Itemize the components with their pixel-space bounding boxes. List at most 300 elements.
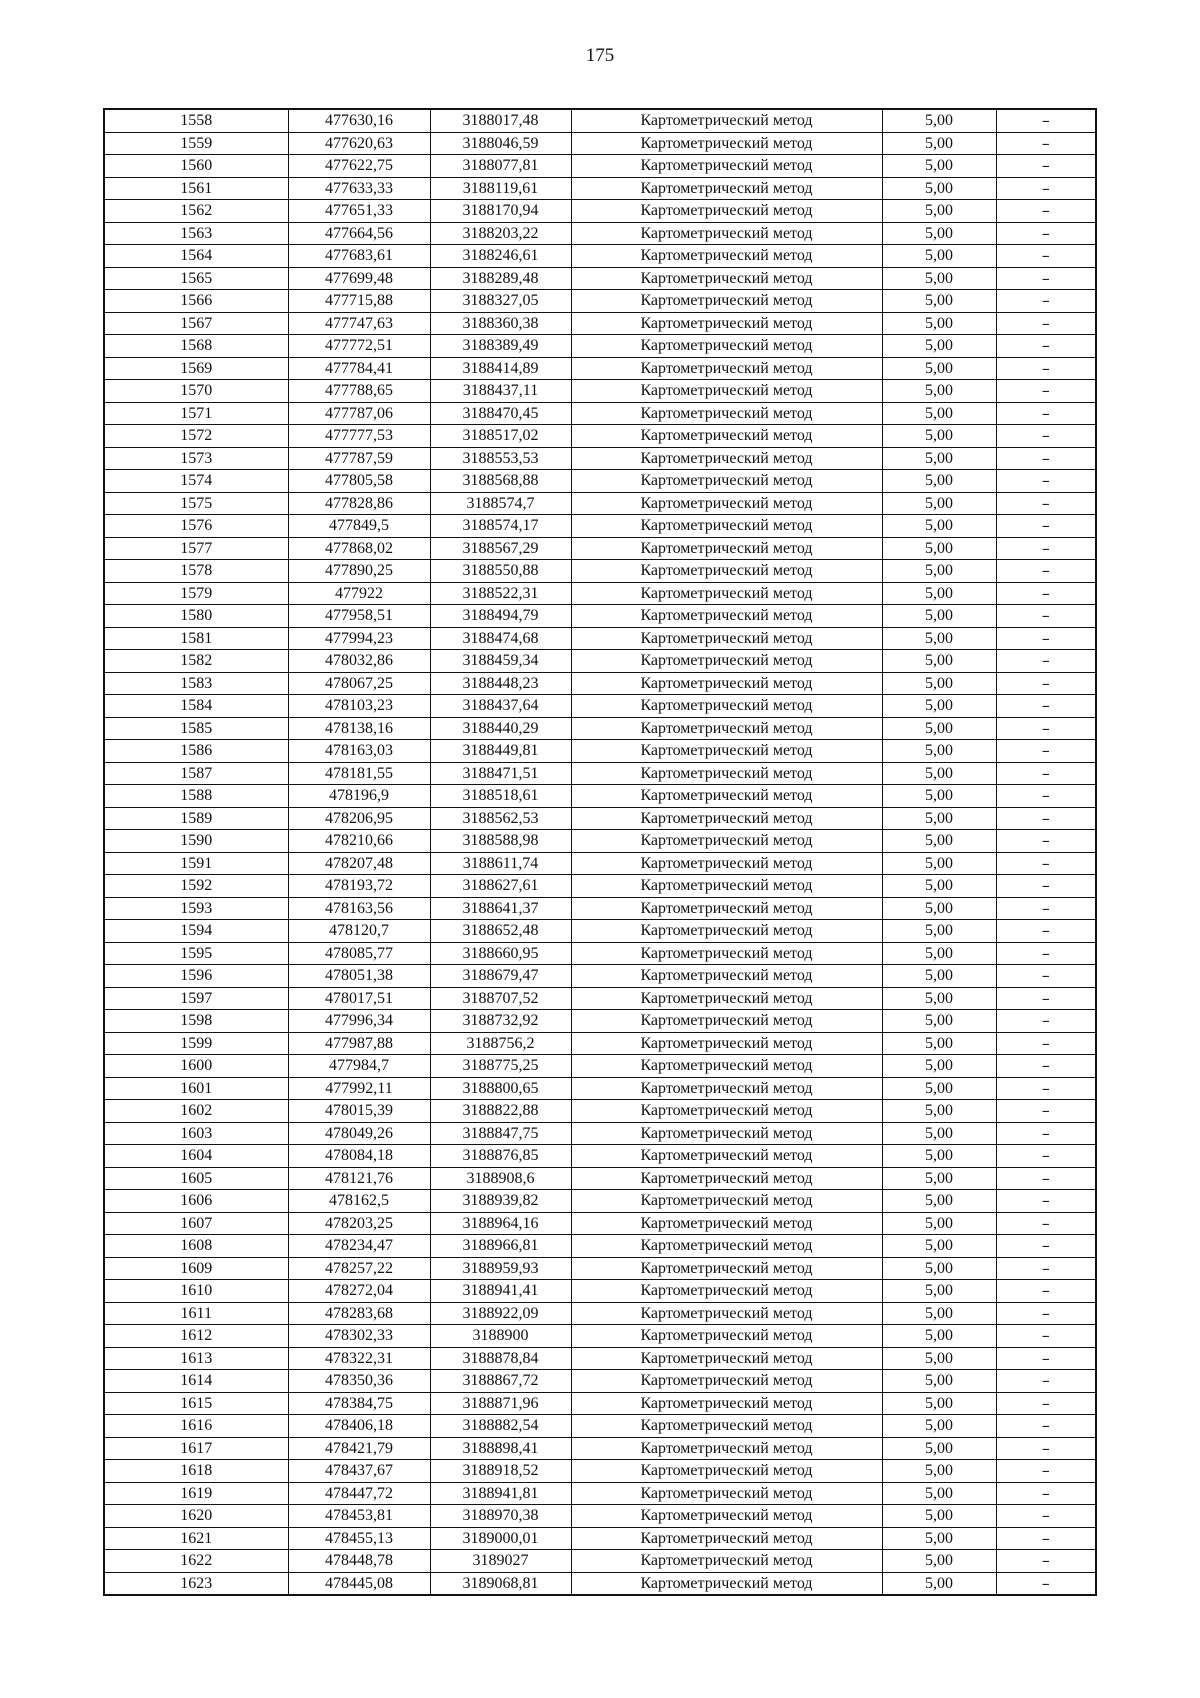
method-cell: Картометрический метод: [571, 1505, 882, 1528]
accuracy-cell: 5,00: [882, 492, 996, 515]
point-number-cell: 1604: [104, 1145, 288, 1168]
x-coordinate-cell: 478448,78: [288, 1550, 430, 1573]
x-coordinate-cell: 478257,22: [288, 1257, 430, 1280]
table-row: [104, 560, 1096, 583]
x-coordinate-cell: 478453,81: [288, 1505, 430, 1528]
table-row: [104, 852, 1096, 875]
point-number-cell: 1612: [104, 1325, 288, 1348]
table-row: [104, 1572, 1096, 1595]
table-row: [104, 1010, 1096, 1033]
description-cell: –: [996, 672, 1096, 695]
method-cell: Картометрический метод: [571, 267, 882, 290]
table-row: [104, 447, 1096, 470]
point-number-cell: 1616: [104, 1415, 288, 1438]
point-number-cell: 1597: [104, 987, 288, 1010]
description-cell: –: [996, 1415, 1096, 1438]
method-cell: Картометрический метод: [571, 1145, 882, 1168]
x-coordinate-cell: 478067,25: [288, 672, 430, 695]
description-cell: –: [996, 177, 1096, 200]
y-coordinate-cell: 3188922,09: [430, 1302, 571, 1325]
y-coordinate-cell: 3188660,95: [430, 942, 571, 965]
table-row: [104, 1527, 1096, 1550]
method-cell: Картометрический метод: [571, 155, 882, 178]
y-coordinate-cell: 3188847,75: [430, 1122, 571, 1145]
point-number-cell: 1591: [104, 852, 288, 875]
y-coordinate-cell: 3188470,45: [430, 402, 571, 425]
description-cell: –: [996, 492, 1096, 515]
y-coordinate-cell: 3188908,6: [430, 1167, 571, 1190]
description-cell: –: [996, 470, 1096, 493]
y-coordinate-cell: 3188641,37: [430, 897, 571, 920]
point-number-cell: 1582: [104, 650, 288, 673]
point-number-cell: 1558: [104, 109, 288, 132]
table-row: [104, 1280, 1096, 1303]
method-cell: Картометрический метод: [571, 785, 882, 808]
y-coordinate-cell: 3188707,52: [430, 987, 571, 1010]
y-coordinate-cell: 3188327,05: [430, 290, 571, 313]
accuracy-cell: 5,00: [882, 1190, 996, 1213]
y-coordinate-cell: 3188867,72: [430, 1370, 571, 1393]
description-cell: –: [996, 1122, 1096, 1145]
description-cell: –: [996, 1437, 1096, 1460]
accuracy-cell: 5,00: [882, 1032, 996, 1055]
table-row: [104, 1482, 1096, 1505]
x-coordinate-cell: 477984,7: [288, 1055, 430, 1078]
method-cell: Картометрический метод: [571, 132, 882, 155]
method-cell: Картометрический метод: [571, 290, 882, 313]
y-coordinate-cell: 3188437,11: [430, 380, 571, 403]
accuracy-cell: 5,00: [882, 290, 996, 313]
y-coordinate-cell: 3188389,49: [430, 335, 571, 358]
description-cell: –: [996, 1392, 1096, 1415]
table-row: [104, 245, 1096, 268]
page-number: 175: [585, 45, 615, 66]
table-row: [104, 1347, 1096, 1370]
method-cell: Картометрический метод: [571, 1167, 882, 1190]
coordinates-table-body: [104, 109, 1096, 1595]
method-cell: Картометрический метод: [571, 1370, 882, 1393]
y-coordinate-cell: 3188246,61: [430, 245, 571, 268]
description-cell: –: [996, 335, 1096, 358]
method-cell: Картометрический метод: [571, 852, 882, 875]
y-coordinate-cell: 3188119,61: [430, 177, 571, 200]
x-coordinate-cell: 478206,95: [288, 807, 430, 830]
x-coordinate-cell: 478103,23: [288, 695, 430, 718]
accuracy-cell: 5,00: [882, 830, 996, 853]
method-cell: Картометрический метод: [571, 470, 882, 493]
table-row: [104, 1122, 1096, 1145]
y-coordinate-cell: 3188574,7: [430, 492, 571, 515]
description-cell: –: [996, 1302, 1096, 1325]
point-number-cell: 1602: [104, 1100, 288, 1123]
point-number-cell: 1596: [104, 965, 288, 988]
point-number-cell: 1565: [104, 267, 288, 290]
point-number-cell: 1584: [104, 695, 288, 718]
accuracy-cell: 5,00: [882, 1010, 996, 1033]
y-coordinate-cell: 3188941,41: [430, 1280, 571, 1303]
y-coordinate-cell: 3188939,82: [430, 1190, 571, 1213]
method-cell: Картометрический метод: [571, 492, 882, 515]
accuracy-cell: 5,00: [882, 1100, 996, 1123]
point-number-cell: 1588: [104, 785, 288, 808]
table-row: [104, 200, 1096, 223]
method-cell: Картометрический метод: [571, 650, 882, 673]
y-coordinate-cell: 3188732,92: [430, 1010, 571, 1033]
x-coordinate-cell: 478445,08: [288, 1572, 430, 1595]
x-coordinate-cell: 477620,63: [288, 132, 430, 155]
accuracy-cell: 5,00: [882, 582, 996, 605]
accuracy-cell: 5,00: [882, 1437, 996, 1460]
point-number-cell: 1569: [104, 357, 288, 380]
y-coordinate-cell: 3188756,2: [430, 1032, 571, 1055]
description-cell: –: [996, 245, 1096, 268]
method-cell: Картометрический метод: [571, 875, 882, 898]
point-number-cell: 1574: [104, 470, 288, 493]
description-cell: –: [996, 1347, 1096, 1370]
description-cell: –: [996, 1325, 1096, 1348]
method-cell: Картометрический метод: [571, 200, 882, 223]
point-number-cell: 1615: [104, 1392, 288, 1415]
method-cell: Картометрический метод: [571, 515, 882, 538]
method-cell: Картометрический метод: [571, 672, 882, 695]
x-coordinate-cell: 478406,18: [288, 1415, 430, 1438]
description-cell: –: [996, 785, 1096, 808]
method-cell: Картометрический метод: [571, 537, 882, 560]
accuracy-cell: 5,00: [882, 785, 996, 808]
accuracy-cell: 5,00: [882, 672, 996, 695]
point-number-cell: 1590: [104, 830, 288, 853]
accuracy-cell: 5,00: [882, 627, 996, 650]
accuracy-cell: 5,00: [882, 1325, 996, 1348]
method-cell: Картометрический метод: [571, 1055, 882, 1078]
x-coordinate-cell: 477777,53: [288, 425, 430, 448]
point-number-cell: 1623: [104, 1572, 288, 1595]
description-cell: –: [996, 920, 1096, 943]
y-coordinate-cell: 3188679,47: [430, 965, 571, 988]
y-coordinate-cell: 3188550,88: [430, 560, 571, 583]
x-coordinate-cell: 478121,76: [288, 1167, 430, 1190]
point-number-cell: 1587: [104, 762, 288, 785]
x-coordinate-cell: 477651,33: [288, 200, 430, 223]
table-row: [104, 1550, 1096, 1573]
table-row: [104, 627, 1096, 650]
x-coordinate-cell: 477664,56: [288, 222, 430, 245]
description-cell: –: [996, 380, 1096, 403]
table-row: [104, 132, 1096, 155]
x-coordinate-cell: 478138,16: [288, 717, 430, 740]
y-coordinate-cell: 3188941,81: [430, 1482, 571, 1505]
point-number-cell: 1614: [104, 1370, 288, 1393]
description-cell: –: [996, 1077, 1096, 1100]
y-coordinate-cell: 3188568,88: [430, 470, 571, 493]
y-coordinate-cell: 3188959,93: [430, 1257, 571, 1280]
point-number-cell: 1570: [104, 380, 288, 403]
x-coordinate-cell: 478181,55: [288, 762, 430, 785]
x-coordinate-cell: 477772,51: [288, 335, 430, 358]
accuracy-cell: 5,00: [882, 1167, 996, 1190]
y-coordinate-cell: 3188522,31: [430, 582, 571, 605]
description-cell: –: [996, 447, 1096, 470]
description-cell: –: [996, 1280, 1096, 1303]
x-coordinate-cell: 477787,59: [288, 447, 430, 470]
accuracy-cell: 5,00: [882, 650, 996, 673]
accuracy-cell: 5,00: [882, 312, 996, 335]
description-cell: –: [996, 1167, 1096, 1190]
x-coordinate-cell: 477788,65: [288, 380, 430, 403]
table-row: [104, 1302, 1096, 1325]
y-coordinate-cell: 3188517,02: [430, 425, 571, 448]
method-cell: Картометрический метод: [571, 245, 882, 268]
x-coordinate-cell: 477992,11: [288, 1077, 430, 1100]
x-coordinate-cell: 477849,5: [288, 515, 430, 538]
y-coordinate-cell: 3189027: [430, 1550, 571, 1573]
x-coordinate-cell: 477805,58: [288, 470, 430, 493]
method-cell: Картометрический метод: [571, 109, 882, 132]
table-row: [104, 695, 1096, 718]
accuracy-cell: 5,00: [882, 1460, 996, 1483]
method-cell: Картометрический метод: [571, 1280, 882, 1303]
description-cell: –: [996, 987, 1096, 1010]
method-cell: Картометрический метод: [571, 807, 882, 830]
method-cell: Картометрический метод: [571, 560, 882, 583]
coordinates-table: [103, 108, 1097, 1596]
accuracy-cell: 5,00: [882, 1235, 996, 1258]
y-coordinate-cell: 3188518,61: [430, 785, 571, 808]
y-coordinate-cell: 3188494,79: [430, 605, 571, 628]
method-cell: Картометрический метод: [571, 447, 882, 470]
point-number-cell: 1561: [104, 177, 288, 200]
method-cell: Картометрический метод: [571, 1235, 882, 1258]
x-coordinate-cell: 478032,86: [288, 650, 430, 673]
point-number-cell: 1608: [104, 1235, 288, 1258]
point-number-cell: 1586: [104, 740, 288, 763]
x-coordinate-cell: 478421,79: [288, 1437, 430, 1460]
point-number-cell: 1613: [104, 1347, 288, 1370]
table-row: [104, 942, 1096, 965]
table-row: [104, 582, 1096, 605]
description-cell: –: [996, 875, 1096, 898]
description-cell: –: [996, 695, 1096, 718]
y-coordinate-cell: 3188652,48: [430, 920, 571, 943]
method-cell: Картометрический метод: [571, 920, 882, 943]
y-coordinate-cell: 3188471,51: [430, 762, 571, 785]
accuracy-cell: 5,00: [882, 1055, 996, 1078]
y-coordinate-cell: 3188876,85: [430, 1145, 571, 1168]
x-coordinate-cell: 478455,13: [288, 1527, 430, 1550]
point-number-cell: 1595: [104, 942, 288, 965]
method-cell: Картометрический метод: [571, 1010, 882, 1033]
x-coordinate-cell: 477996,34: [288, 1010, 430, 1033]
point-number-cell: 1620: [104, 1505, 288, 1528]
point-number-cell: 1573: [104, 447, 288, 470]
accuracy-cell: 5,00: [882, 537, 996, 560]
x-coordinate-cell: 477994,23: [288, 627, 430, 650]
y-coordinate-cell: 3188360,38: [430, 312, 571, 335]
point-number-cell: 1603: [104, 1122, 288, 1145]
x-coordinate-cell: 478207,48: [288, 852, 430, 875]
table-row: [104, 492, 1096, 515]
x-coordinate-cell: 477828,86: [288, 492, 430, 515]
accuracy-cell: 5,00: [882, 605, 996, 628]
description-cell: –: [996, 1032, 1096, 1055]
method-cell: Картометрический метод: [571, 380, 882, 403]
table-row: [104, 1100, 1096, 1123]
point-number-cell: 1559: [104, 132, 288, 155]
point-number-cell: 1598: [104, 1010, 288, 1033]
description-cell: –: [996, 155, 1096, 178]
description-cell: –: [996, 807, 1096, 830]
x-coordinate-cell: 478196,9: [288, 785, 430, 808]
accuracy-cell: 5,00: [882, 357, 996, 380]
point-number-cell: 1585: [104, 717, 288, 740]
table-row: [104, 155, 1096, 178]
x-coordinate-cell: 478447,72: [288, 1482, 430, 1505]
method-cell: Картометрический метод: [571, 222, 882, 245]
y-coordinate-cell: 3188918,52: [430, 1460, 571, 1483]
table-row: [104, 1460, 1096, 1483]
description-cell: –: [996, 582, 1096, 605]
description-cell: –: [996, 132, 1096, 155]
table-row: [104, 785, 1096, 808]
table-row: [104, 1325, 1096, 1348]
method-cell: Картометрический метод: [571, 1460, 882, 1483]
table-row: [104, 830, 1096, 853]
y-coordinate-cell: 3188077,81: [430, 155, 571, 178]
accuracy-cell: 5,00: [882, 1122, 996, 1145]
x-coordinate-cell: 478203,25: [288, 1212, 430, 1235]
table-row: [104, 650, 1096, 673]
method-cell: Картометрический метод: [571, 335, 882, 358]
y-coordinate-cell: 3188970,38: [430, 1505, 571, 1528]
accuracy-cell: 5,00: [882, 132, 996, 155]
table-row: [104, 312, 1096, 335]
x-coordinate-cell: 478084,18: [288, 1145, 430, 1168]
y-coordinate-cell: 3188800,65: [430, 1077, 571, 1100]
method-cell: Картометрический метод: [571, 357, 882, 380]
x-coordinate-cell: 477987,88: [288, 1032, 430, 1055]
accuracy-cell: 5,00: [882, 425, 996, 448]
point-number-cell: 1607: [104, 1212, 288, 1235]
description-cell: –: [996, 515, 1096, 538]
accuracy-cell: 5,00: [882, 875, 996, 898]
accuracy-cell: 5,00: [882, 1572, 996, 1595]
point-number-cell: 1599: [104, 1032, 288, 1055]
description-cell: –: [996, 1212, 1096, 1235]
point-number-cell: 1563: [104, 222, 288, 245]
table-row: [104, 537, 1096, 560]
table-row: [104, 740, 1096, 763]
accuracy-cell: 5,00: [882, 177, 996, 200]
x-coordinate-cell: 478384,75: [288, 1392, 430, 1415]
description-cell: –: [996, 1257, 1096, 1280]
accuracy-cell: 5,00: [882, 402, 996, 425]
y-coordinate-cell: 3188898,41: [430, 1437, 571, 1460]
point-number-cell: 1600: [104, 1055, 288, 1078]
accuracy-cell: 5,00: [882, 1257, 996, 1280]
table-row: [104, 1370, 1096, 1393]
accuracy-cell: 5,00: [882, 1550, 996, 1573]
x-coordinate-cell: 477868,02: [288, 537, 430, 560]
point-number-cell: 1566: [104, 290, 288, 313]
accuracy-cell: 5,00: [882, 920, 996, 943]
point-number-cell: 1610: [104, 1280, 288, 1303]
accuracy-cell: 5,00: [882, 335, 996, 358]
method-cell: Картометрический метод: [571, 1482, 882, 1505]
y-coordinate-cell: 3188459,34: [430, 650, 571, 673]
accuracy-cell: 5,00: [882, 1347, 996, 1370]
accuracy-cell: 5,00: [882, 1527, 996, 1550]
point-number-cell: 1571: [104, 402, 288, 425]
accuracy-cell: 5,00: [882, 560, 996, 583]
y-coordinate-cell: 3188611,74: [430, 852, 571, 875]
point-number-cell: 1606: [104, 1190, 288, 1213]
x-coordinate-cell: 478085,77: [288, 942, 430, 965]
description-cell: –: [996, 897, 1096, 920]
accuracy-cell: 5,00: [882, 1145, 996, 1168]
method-cell: Картометрический метод: [571, 717, 882, 740]
y-coordinate-cell: 3188437,64: [430, 695, 571, 718]
accuracy-cell: 5,00: [882, 942, 996, 965]
table-row: [104, 920, 1096, 943]
description-cell: –: [996, 717, 1096, 740]
description-cell: –: [996, 1460, 1096, 1483]
description-cell: –: [996, 852, 1096, 875]
accuracy-cell: 5,00: [882, 762, 996, 785]
accuracy-cell: 5,00: [882, 852, 996, 875]
description-cell: –: [996, 357, 1096, 380]
accuracy-cell: 5,00: [882, 1505, 996, 1528]
y-coordinate-cell: 3188562,53: [430, 807, 571, 830]
table-row: [104, 1212, 1096, 1235]
x-coordinate-cell: 478283,68: [288, 1302, 430, 1325]
y-coordinate-cell: 3189000,01: [430, 1527, 571, 1550]
table-row: [104, 402, 1096, 425]
y-coordinate-cell: 3189068,81: [430, 1572, 571, 1595]
method-cell: Картометрический метод: [571, 1572, 882, 1595]
method-cell: Картометрический метод: [571, 830, 882, 853]
method-cell: Картометрический метод: [571, 1212, 882, 1235]
description-cell: –: [996, 762, 1096, 785]
table-row: [104, 177, 1096, 200]
table-row: [104, 425, 1096, 448]
table-row: [104, 605, 1096, 628]
method-cell: Картометрический метод: [571, 402, 882, 425]
table-row: [104, 1415, 1096, 1438]
x-coordinate-cell: 478193,72: [288, 875, 430, 898]
y-coordinate-cell: 3188878,84: [430, 1347, 571, 1370]
description-cell: –: [996, 1190, 1096, 1213]
accuracy-cell: 5,00: [882, 155, 996, 178]
x-coordinate-cell: 477630,16: [288, 109, 430, 132]
x-coordinate-cell: 478322,31: [288, 1347, 430, 1370]
accuracy-cell: 5,00: [882, 267, 996, 290]
accuracy-cell: 5,00: [882, 1302, 996, 1325]
point-number-cell: 1622: [104, 1550, 288, 1573]
description-cell: –: [996, 1010, 1096, 1033]
method-cell: Картометрический метод: [571, 1325, 882, 1348]
method-cell: Картометрический метод: [571, 605, 882, 628]
x-coordinate-cell: 478163,03: [288, 740, 430, 763]
point-number-cell: 1583: [104, 672, 288, 695]
x-coordinate-cell: 478017,51: [288, 987, 430, 1010]
method-cell: Картометрический метод: [571, 582, 882, 605]
point-number-cell: 1568: [104, 335, 288, 358]
accuracy-cell: 5,00: [882, 987, 996, 1010]
accuracy-cell: 5,00: [882, 965, 996, 988]
method-cell: Картометрический метод: [571, 695, 882, 718]
method-cell: Картометрический метод: [571, 312, 882, 335]
table-row: [104, 897, 1096, 920]
